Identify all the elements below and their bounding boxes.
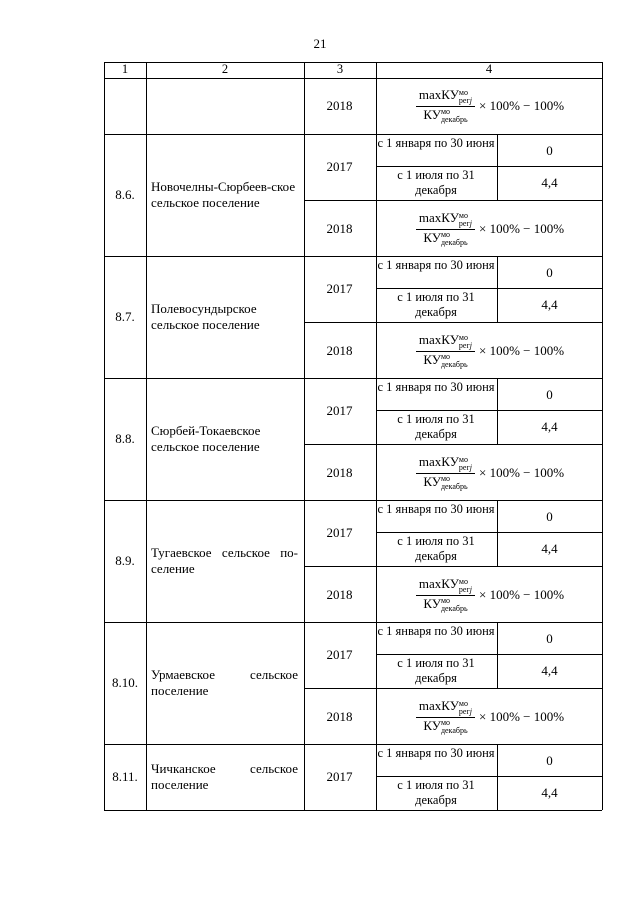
growth-formula [380,84,600,128]
year-cell: 2018 [326,221,353,236]
formula-numerator: maxКУ мо регj [416,577,475,595]
period-second-half: с 1 июля по 31 декабря [397,290,475,319]
value-second-half: 4,4 [541,297,558,312]
value-second-half: 4,4 [541,785,558,800]
formula-tail: × 100% − 100% [479,221,565,236]
settlement-code: 8.7. [115,309,135,324]
period-first-half: с 1 января по 30 июня [377,746,495,760]
growth-formula [380,572,600,618]
year-divider [304,322,602,323]
formula-numerator: maxКУ мо регj [416,333,475,351]
value-column-divider [497,744,498,810]
period-first-half: с 1 января по 30 июня [377,258,495,272]
formula-numerator: maxКУ мо регj [416,211,475,229]
growth-formula [380,450,600,496]
formula-denominator: КУ мо декабрь [423,106,468,124]
period-first-half: с 1 января по 30 июня [377,502,495,516]
formula-fraction [416,455,475,490]
settlement-name: Полевосундырское сельское поселение [151,301,260,332]
value-first-half: 0 [546,631,553,646]
year-cell: 2018 [326,709,353,724]
header-bottom-border [104,78,602,79]
formula-tail: × 100% − 100% [479,465,565,480]
value-first-half: 0 [546,265,553,280]
column-header-2: 2 [221,62,229,76]
year-cell: 2017 [326,159,353,174]
value-second-half: 4,4 [541,663,558,678]
value-first-half: 0 [546,143,553,158]
value-second-half: 4,4 [541,541,558,556]
year-cell: 2017 [326,403,353,418]
year-cell: 2018 [326,587,353,602]
settlement-name: Чичканское сельское поселение [151,761,298,792]
row-border [104,744,602,745]
formula-denominator: КУ мо декабрь [423,229,468,247]
settlement-code: 8.8. [115,431,135,446]
formula-tail: × 100% − 100% [479,98,565,113]
period-second-half: с 1 июля по 31 декабря [397,778,475,807]
table-right-border [602,62,603,810]
settlement-code: 8.11. [112,769,138,784]
formula-fraction [416,577,475,612]
settlement-name: Тугаевское сельское по-селение [151,545,298,576]
period-first-half: с 1 января по 30 июня [377,136,495,150]
settlement-code: 8.10. [112,675,138,690]
growth-formula [380,694,600,740]
row-border [104,134,602,135]
year-divider [304,444,602,445]
formula-denominator: КУ мо декабрь [423,473,468,491]
period-first-half: с 1 января по 30 июня [377,624,495,638]
value-first-half: 0 [546,509,553,524]
value-first-half: 0 [546,387,553,402]
settlement-name: Сюрбей-Токаевское сельское поселение [151,423,261,454]
column-header-1: 1 [121,62,129,76]
column-divider-3 [376,62,377,810]
formula-numerator: maxКУ мо регj [416,699,475,717]
settlement-code: 8.6. [115,187,135,202]
formula-tail: × 100% − 100% [479,343,565,358]
column-divider-1 [146,62,147,810]
year-cell: 2017 [326,281,353,296]
page-number: 21 [313,36,327,51]
formula-denominator: КУ мо декабрь [423,595,468,613]
formula-fraction [416,88,475,123]
row-border [104,810,602,811]
table-left-border [104,62,105,810]
year-cell: 2018 [326,343,353,358]
year-cell: 2018 [326,98,353,113]
row-border [104,256,602,257]
column-divider-2 [304,62,305,810]
year-cell: 2017 [326,525,353,540]
formula-fraction [416,333,475,368]
formula-tail: × 100% − 100% [479,587,565,602]
value-second-half: 4,4 [541,419,558,434]
formula-numerator: maxКУ мо регj [416,88,475,106]
year-cell: 2018 [326,465,353,480]
period-second-half: с 1 июля по 31 декабря [397,534,475,563]
year-divider [304,566,602,567]
formula-numerator: maxКУ мо регj [416,455,475,473]
period-second-half: с 1 июля по 31 декабря [397,412,475,441]
period-divider [376,288,602,289]
period-divider [376,532,602,533]
formula-denominator: КУ мо декабрь [423,717,468,735]
period-second-half: с 1 июля по 31 декабря [397,656,475,685]
settlement-name: Урмаевское сельское поселение [151,667,298,698]
growth-formula [380,206,600,252]
year-divider [304,200,602,201]
row-border [104,622,602,623]
period-divider [376,410,602,411]
value-second-half: 4,4 [541,175,558,190]
period-divider [376,654,602,655]
value-column-divider [497,622,498,688]
period-divider [376,166,602,167]
value-column-divider [497,256,498,322]
period-second-half: с 1 июля по 31 декабря [397,168,475,197]
formula-fraction [416,211,475,246]
formula-fraction [416,699,475,734]
year-cell: 2017 [326,647,353,662]
year-divider [304,688,602,689]
row-border [104,500,602,501]
settlement-name: Новочелны-Сюрбеев-ское сельское поселение [151,179,296,210]
growth-formula [380,328,600,374]
value-first-half: 0 [546,753,553,768]
row-border [104,378,602,379]
formula-denominator: КУ мо декабрь [423,351,468,369]
formula-tail: × 100% − 100% [479,709,565,724]
settlement-code: 8.9. [115,553,135,568]
column-header-3: 3 [336,62,344,76]
period-divider [376,776,602,777]
value-column-divider [497,500,498,566]
value-column-divider [497,378,498,444]
period-first-half: с 1 января по 30 июня [377,380,495,394]
table-top-border [104,62,602,63]
value-column-divider [497,134,498,200]
year-cell: 2017 [326,769,353,784]
column-header-4: 4 [485,62,493,76]
